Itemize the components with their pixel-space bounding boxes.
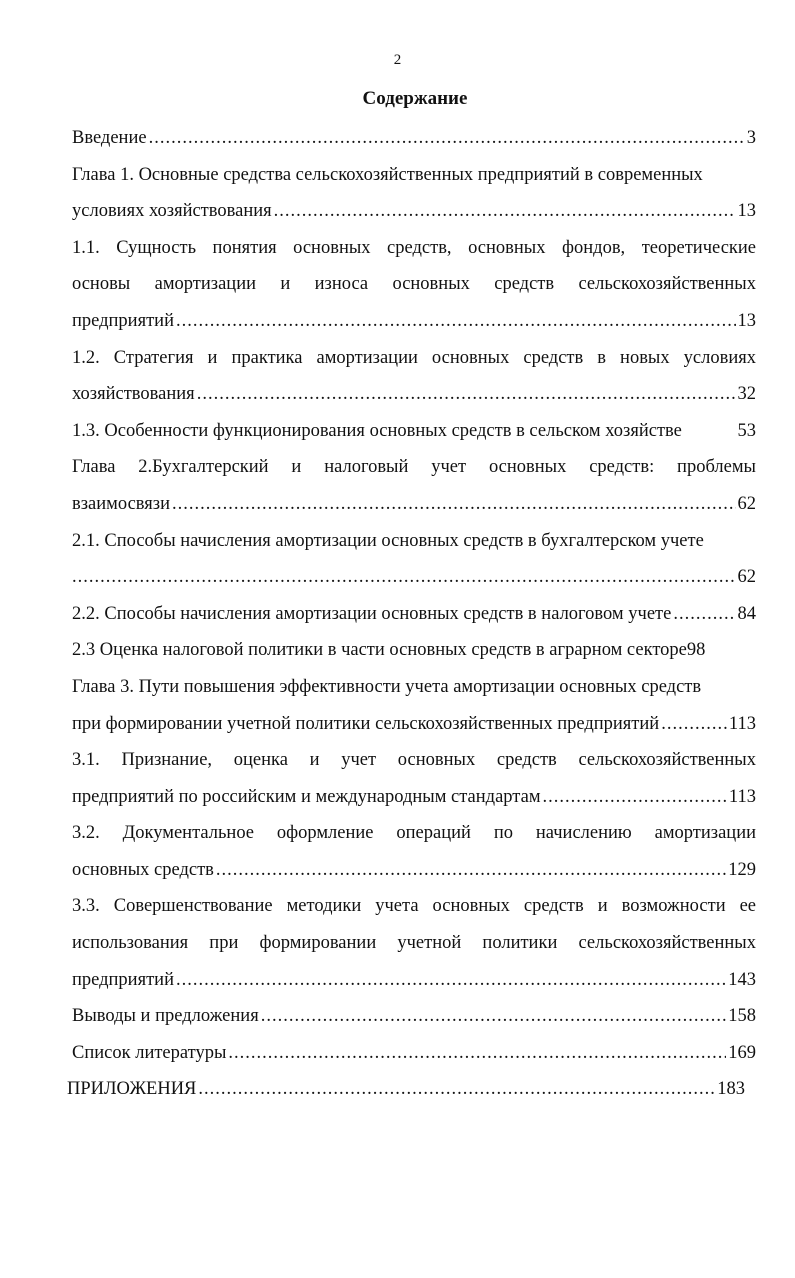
leader-dots [149, 120, 745, 157]
toc-entry-section-2-3[interactable] [72, 632, 756, 669]
table-of-contents [67, 120, 756, 1108]
toc-entry-line: Глава 1. Основные средства сельскохозяйственных предприятий в современных [72, 164, 703, 185]
toc-entry-section-1-1[interactable] [72, 230, 756, 340]
leader-dots [228, 1035, 726, 1072]
leader-dots [176, 303, 736, 340]
toc-entry-text: 2.3 Оценка налоговой политики в части основных средств в аграрном секторе [72, 640, 687, 661]
toc-entry-section-1-2[interactable] [72, 340, 756, 413]
toc-page-number: 169 [728, 1042, 756, 1063]
toc-entry-chapter-2[interactable] [72, 449, 756, 522]
toc-entry-text: Введение [72, 128, 147, 148]
toc-page-number: 158 [728, 1006, 756, 1027]
leader-dots [197, 376, 736, 413]
leader-dots [216, 852, 726, 889]
toc-entry-line: 2.1. Способы начисления амортизации основных средств в бухгалтерском учете [72, 530, 704, 551]
toc-entry-line: 1.2. Стратегия и практика амортизации основных средств в новых условиях [72, 347, 756, 368]
toc-page-number: 3 [746, 128, 756, 148]
toc-page-number: 143 [728, 969, 756, 990]
toc-entry-line: 3.3. Совершенствование методики учета основных средств и возможности ее [72, 896, 756, 917]
toc-entry-section-3-1[interactable] [72, 742, 756, 815]
toc-entry-text: 2.2. Способы начисления амортизации основных средств в налоговом учете [72, 603, 672, 624]
toc-entry-text: при формировании учетной политики сельскохозяйственных предприятий [72, 713, 660, 734]
toc-entry-text: предприятий [72, 969, 174, 990]
toc-entry-last-line [72, 779, 756, 816]
toc-page-number: 62 [737, 493, 756, 514]
toc-page-number: 183 [717, 1079, 745, 1100]
leader-dots [198, 1071, 715, 1108]
toc-entry-text: хозяйствования [72, 384, 195, 405]
toc-page-number: 32 [737, 384, 756, 405]
toc-entry-text: предприятий [72, 310, 174, 331]
toc-entry-section-3-2[interactable] [72, 815, 756, 888]
toc-entry-line: 1.1. Сущность понятия основных средств, основных фондов, теоретические [72, 237, 756, 258]
toc-entry-last-line [72, 559, 756, 596]
toc-page-number: 13 [737, 310, 756, 331]
toc-entry-section-1-3[interactable] [72, 413, 756, 450]
page-number: 2 [393, 52, 402, 68]
leader-dots [72, 559, 736, 596]
toc-entry-conclusions[interactable] [72, 998, 756, 1035]
toc-entry-text: условиях хозяйствования [72, 201, 272, 222]
toc-entry-text: основных средств [72, 859, 214, 880]
toc-entry-line: 3.2. Документальное оформление операций по начислению амортизации [72, 823, 756, 844]
toc-entry-appendix[interactable] [67, 1071, 745, 1108]
toc-entry-section-2-1[interactable] [72, 523, 756, 596]
toc-entry-text: предприятий по российским и международным стандартам [72, 786, 541, 807]
toc-entry-last-line [72, 376, 756, 413]
leader-dots [274, 193, 736, 230]
toc-entry-line: основы амортизации и износа основных средств сельскохозяйственных [72, 274, 756, 295]
toc-entry-text: взаимосвязи [72, 493, 170, 514]
toc-entry-line: использования при формировании учетной политики сельскохозяйственных [72, 933, 756, 954]
toc-entry-chapter-3[interactable] [72, 669, 756, 742]
toc-entry-last-line [72, 852, 756, 889]
toc-page-number: 129 [728, 859, 756, 880]
toc-entry-text: Выводы и предложения [72, 1006, 259, 1027]
toc-page-number: 113 [728, 786, 756, 807]
toc-page-number: 13 [737, 201, 756, 222]
leader-dots [172, 486, 736, 523]
leader-dots [176, 962, 726, 999]
toc-entry-last-line [72, 486, 756, 523]
toc-entry-text: ПРИЛОЖЕНИЯ [67, 1079, 197, 1100]
toc-heading: Содержание [362, 88, 468, 109]
toc-entry-section-3-3[interactable] [72, 888, 756, 998]
toc-page-number: 53 [737, 420, 756, 441]
toc-entry-last-line [72, 193, 756, 230]
toc-page-number: 62 [737, 567, 756, 588]
leader-dots [661, 706, 727, 743]
leader-dots [673, 596, 735, 633]
toc-entry-introduction[interactable] [72, 120, 756, 157]
toc-entry-text: 1.3. Особенности функционирования основных средств в сельском хозяйстве [72, 420, 682, 441]
toc-page-number: 98 [686, 640, 706, 661]
toc-entry-text: Список литературы [72, 1042, 227, 1063]
toc-entry-line: Глава 2.Бухгалтерский и налоговый учет основных средств: проблемы [72, 457, 756, 478]
toc-entry-literature[interactable] [72, 1035, 756, 1072]
leader-dots [543, 779, 727, 816]
toc-entry-line: 3.1. Признание, оценка и учет основных средств сельскохозяйственных [72, 750, 756, 771]
toc-entry-line: Глава 3. Пути повышения эффективности учета амортизации основных средств [72, 676, 702, 697]
toc-entry-last-line [72, 962, 756, 999]
toc-entry-chapter-1[interactable] [72, 157, 756, 230]
toc-entry-last-line [72, 706, 756, 743]
toc-entry-last-line [72, 303, 756, 340]
toc-page-number: 84 [737, 603, 756, 624]
toc-page-number: 113 [728, 713, 756, 734]
toc-entry-section-2-2[interactable] [72, 596, 756, 633]
leader-dots [261, 998, 727, 1035]
